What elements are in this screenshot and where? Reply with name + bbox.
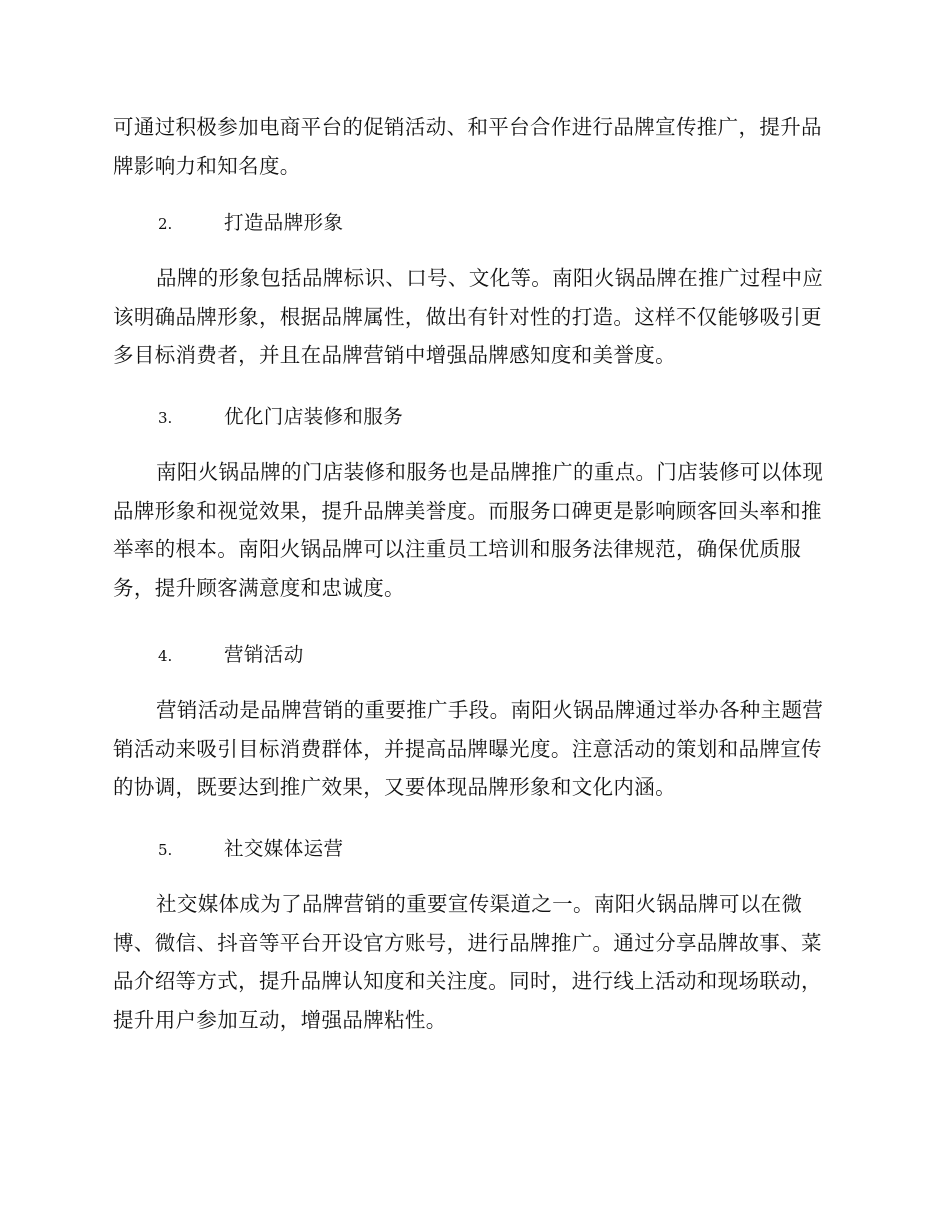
section-heading-2 xyxy=(158,204,343,242)
section-heading-4 xyxy=(158,636,304,674)
section-heading-3 xyxy=(158,398,403,436)
section-body-5: 社交媒体成为了品牌营销的重要宣传渠道之一。南阳火锅品牌可以在微博、微信、抖音等平台开设官方账号，进行品牌推广。通过分享品牌故事、菜品介绍等方式，提升品牌认知度和关注度。同时，进行线上活动和现场联动，提升用户参加互动，增强品牌粘性。 xyxy=(113,892,822,1032)
section-body-4: 营销活动是品牌营销的重要推广手段。南阳火锅品牌通过举办各种主题营销活动来吸引目标消费群体，并提高品牌曝光度。注意活动的策划和品牌宣传的协调，既要达到推广效果，又要体现品牌形象和文化内涵。 xyxy=(113,698,824,799)
section-body-2: 品牌的形象包括品牌标识、口号、文化等。南阳火锅品牌在推广过程中应该明确品牌形象，根据品牌属性，做出有针对性的打造。这样不仅能够吸引更多目标消费者，并且在品牌营销中增强品牌感知度和美誉度。 xyxy=(113,266,824,367)
section-number: 4. xyxy=(158,647,173,665)
intro-paragraph: 可通过积极参加电商平台的促销活动、和平台合作进行品牌宣传推广，提升品牌影响力和知名度。 xyxy=(113,115,822,178)
section-title: 优化门店装修和服务 xyxy=(224,405,404,428)
section-title: 社交媒体运营 xyxy=(224,837,344,860)
section-heading-5 xyxy=(158,830,343,868)
section-number: 5. xyxy=(158,841,173,859)
section-title: 营销活动 xyxy=(224,643,304,666)
section-number: 2. xyxy=(158,215,173,233)
section-body-3: 南阳火锅品牌的门店装修和服务也是品牌推广的重点。门店装修可以体现品牌形象和视觉效果，提升品牌美誉度。而服务口碑更是影响顾客回头率和推举率的根本。南阳火锅品牌可以注重员工培训和服务法律规范，确保优质服务，提升顾客满意度和忠诚度。 xyxy=(113,460,824,600)
section-title: 打造品牌形象 xyxy=(224,211,344,234)
section-number: 3. xyxy=(158,409,173,427)
